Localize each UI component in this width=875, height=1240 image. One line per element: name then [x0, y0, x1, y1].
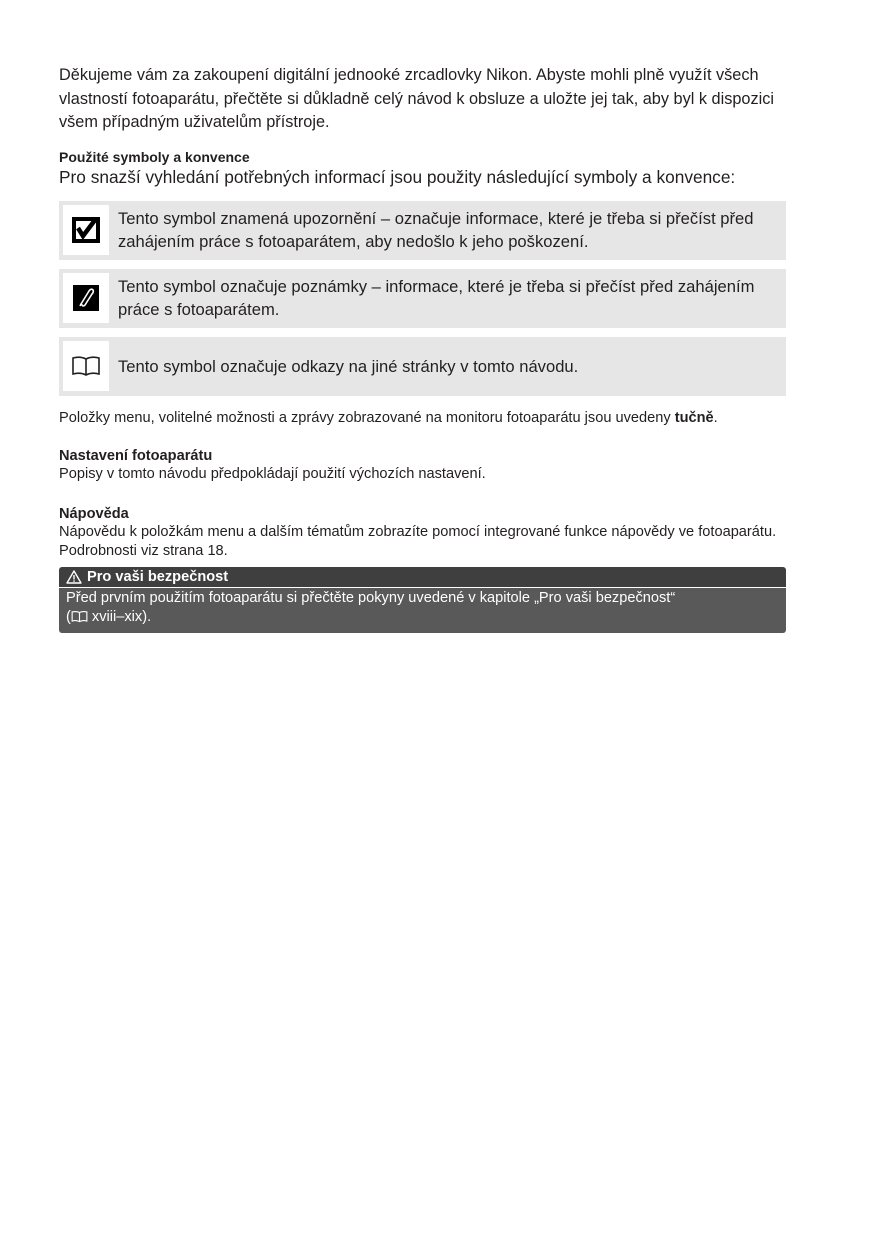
safety-paren-close: ). — [142, 608, 152, 625]
reference-symbol-text: Tento symbol označuje odkazy na jiné stránky v tomto návodu. — [118, 356, 579, 376]
camera-settings-body: Popisy v tomto návodu předpokládají použití výchozích nastavení. — [59, 465, 486, 482]
safety-title: Pro vaši bezpečnost — [87, 568, 229, 585]
help-body: Nápovědu k položkám menu a dalším tématům zobrazíte pomocí integrované funkce nápovědy ve fotoaparátu. Podrobnosti viz strana 18. — [59, 523, 777, 559]
menu-note-bold: tučně — [674, 409, 714, 426]
camera-settings-section — [59, 447, 786, 484]
safety-page-ref[interactable]: xviii–xix — [87, 608, 143, 625]
help-section — [59, 505, 786, 561]
book-reference-icon — [71, 610, 88, 629]
reference-symbol-box — [59, 337, 786, 396]
intro-paragraph: Děkujeme vám za zakoupení digitální jednooké zrcadlovky Nikon. Abyste mohli plně využít všech vlastností fotoaparátu, přečtěte si důkladně celý návod k obsluze a uložte jej tak, aby byl k dispozici všem případným uživatelům přístroje. — [59, 66, 774, 131]
book-reference-icon — [71, 355, 101, 377]
menu-note-end: . — [713, 409, 718, 426]
manual-page — [59, 64, 786, 633]
conventions-lead: Pro snazší vyhledání potřebných informací jsou použity následující symboly a konvence: — [59, 166, 736, 187]
safety-body-line: Před prvním použitím fotoaparátu si přečtěte pokyny uvedené v kapitole „Pro vaši bezpečnost“ — [66, 589, 676, 606]
conventions-heading: Použité symboly a konvence — [59, 148, 250, 165]
safety-body — [59, 588, 786, 633]
caution-symbol-text: Tento symbol znamená upozornění – označuje informace, které je třeba si přečíst před zahájením práce s fotoaparátem, aby nedošlo k jeho poškození. — [118, 209, 754, 251]
menu-note-text: Položky menu, volitelné možnosti a zprávy zobrazované na monitoru fotoaparátu jsou uvedeny — [59, 409, 675, 426]
safety-notice — [59, 567, 786, 633]
safety-header — [59, 567, 786, 588]
note-symbol-box — [59, 269, 786, 328]
menu-note — [59, 409, 786, 427]
note-icon-cell — [63, 273, 109, 323]
conventions-section — [59, 149, 786, 427]
note-symbol-text: Tento symbol označuje poznámky – informace, které je třeba si přečíst před zahájením práce s fotoaparátem. — [118, 277, 755, 319]
caution-symbol-box — [59, 201, 786, 260]
warning-triangle-icon — [66, 570, 82, 584]
camera-settings-title: Nastavení fotoaparátu — [59, 447, 213, 464]
note-pencil-icon — [72, 284, 100, 312]
caution-icon-cell — [63, 205, 109, 255]
reference-icon-cell — [63, 341, 109, 391]
help-title: Nápověda — [59, 505, 129, 522]
safety-paren-open: ( — [66, 608, 71, 625]
caution-check-icon — [71, 216, 101, 244]
